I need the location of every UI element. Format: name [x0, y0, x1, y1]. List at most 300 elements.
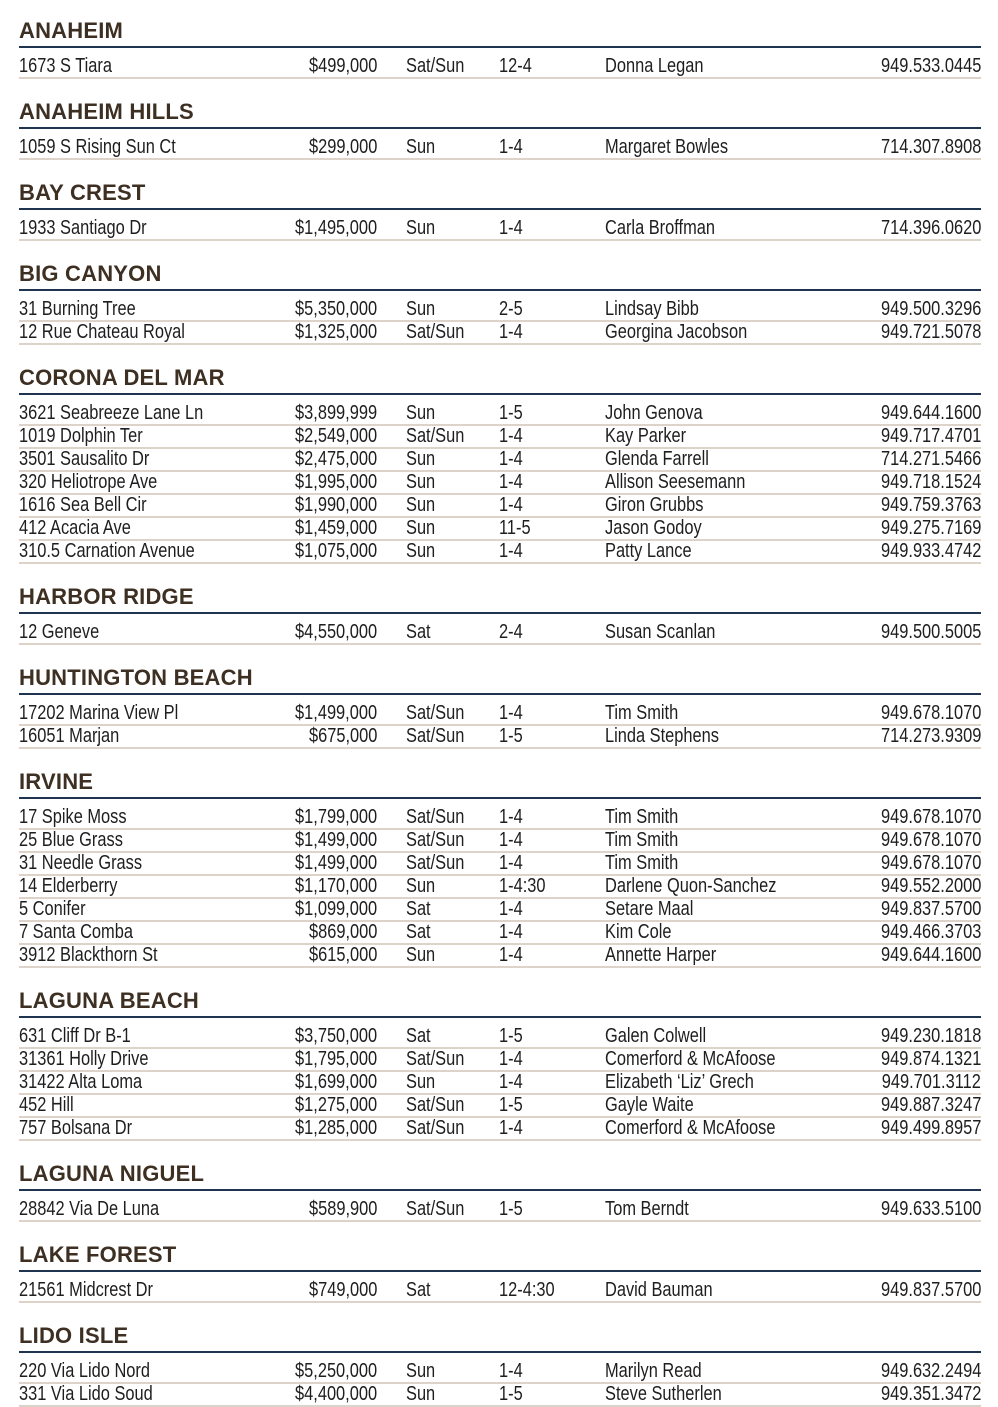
listing-row [19, 426, 981, 449]
listing-phone: 949.717.4701 [880, 425, 981, 447]
listing-address-cell [19, 876, 277, 897]
listing-address-cell [19, 541, 277, 562]
listing-price-cell [277, 726, 377, 747]
listing-row [19, 1280, 981, 1303]
listing-row [19, 830, 981, 853]
listing-price: $589,900 [308, 1198, 377, 1220]
listing-days-cell [377, 299, 499, 320]
listing-agent-cell [605, 495, 825, 516]
section-spacer [19, 160, 981, 180]
area-heading: IRVINE [19, 769, 981, 799]
listing-list [19, 395, 981, 564]
listing-phone-cell [825, 1280, 981, 1301]
listing-list [19, 1272, 981, 1303]
listing-price: $2,475,000 [295, 448, 378, 470]
listing-price: $1,275,000 [295, 1094, 378, 1116]
listing-hours: 1-4 [499, 217, 523, 239]
listing-agent-cell [605, 56, 825, 77]
listing-phone: 949.533.0445 [880, 55, 981, 77]
listing-list [19, 799, 981, 968]
listing-phone: 949.701.3112 [881, 1071, 981, 1093]
listing-address: 17202 Marina View Pl [19, 702, 179, 724]
listing-phone-cell [825, 426, 981, 447]
listing-hours: 1-4 [499, 1071, 523, 1093]
listing-address: 17 Spike Moss [19, 806, 127, 828]
listing-agent: Tim Smith [605, 852, 679, 874]
listing-price-cell [277, 403, 377, 424]
listing-row [19, 299, 981, 322]
area-section [19, 99, 981, 180]
listing-agent-cell [605, 472, 825, 493]
listing-address: 310.5 Carnation Avenue [19, 540, 195, 562]
listing-price: $4,400,000 [295, 1383, 378, 1405]
listing-phone-cell [825, 518, 981, 539]
listing-hours: 1-5 [499, 1025, 523, 1047]
listing-days-cell [377, 876, 499, 897]
area-heading: BIG CANYON [19, 261, 981, 291]
listing-hours-cell [499, 1280, 605, 1301]
listing-agent: Steve Sutherlen [605, 1383, 722, 1405]
listing-agent: Tim Smith [605, 829, 679, 851]
listing-price-cell [277, 703, 377, 724]
listing-hours: 1-4:30 [499, 875, 546, 897]
listing-phone: 949.500.3296 [880, 298, 981, 320]
listing-price-cell [277, 1199, 377, 1220]
listing-list [19, 695, 981, 749]
listing-days: Sat/Sun [406, 725, 465, 747]
listing-phone: 949.759.3763 [880, 494, 981, 516]
listing-row [19, 137, 981, 160]
listing-address-cell [19, 1095, 277, 1116]
listing-phone-cell [825, 1049, 981, 1070]
listing-row [19, 899, 981, 922]
listing-agent: Tim Smith [605, 806, 679, 828]
listing-price-cell [277, 518, 377, 539]
listing-row [19, 1384, 981, 1407]
section-spacer [19, 749, 981, 769]
area-section [19, 769, 981, 988]
area-section [19, 18, 981, 99]
listing-agent-cell [605, 807, 825, 828]
listing-days: Sat [406, 621, 431, 643]
section-spacer [19, 645, 981, 665]
listing-price: $4,550,000 [295, 621, 378, 643]
listing-hours-cell [499, 1384, 605, 1405]
listing-hours: 1-4 [499, 540, 523, 562]
listing-price-cell [277, 299, 377, 320]
listing-address: 31 Burning Tree [19, 298, 136, 320]
listing-days: Sat/Sun [406, 829, 465, 851]
listing-price: $3,750,000 [295, 1025, 378, 1047]
listing-address: 320 Heliotrope Ave [19, 471, 158, 493]
listing-price-cell [277, 541, 377, 562]
area-heading: BAY CREST [19, 180, 981, 210]
listing-days-cell [377, 726, 499, 747]
listing-address: 28842 Via De Luna [19, 1198, 160, 1220]
listing-address-cell [19, 899, 277, 920]
section-spacer [19, 1141, 981, 1161]
listing-address-cell [19, 56, 277, 77]
listing-phone-cell [825, 1072, 981, 1093]
listing-row [19, 1118, 981, 1141]
listing-agent-cell [605, 1095, 825, 1116]
listing-hours-cell [499, 495, 605, 516]
listing-phone: 949.632.2494 [880, 1360, 981, 1382]
listing-price-cell [277, 1280, 377, 1301]
listing-days-cell [377, 703, 499, 724]
listing-days-cell [377, 1072, 499, 1093]
listing-address: 412 Acacia Ave [19, 517, 131, 539]
listing-phone: 949.500.5005 [880, 621, 981, 643]
listing-address: 3621 Seabreeze Lane Ln [19, 402, 204, 424]
listing-agent-cell [605, 1026, 825, 1047]
listing-agent-cell [605, 726, 825, 747]
listing-days-cell [377, 137, 499, 158]
listing-price-cell [277, 945, 377, 966]
listing-days: Sun [406, 944, 436, 966]
listing-agent: Tim Smith [605, 702, 679, 724]
listing-hours: 1-4 [499, 829, 523, 851]
listing-agent-cell [605, 899, 825, 920]
section-spacer [19, 345, 981, 365]
listing-address-cell [19, 853, 277, 874]
listing-list [19, 1191, 981, 1222]
listing-address: 3912 Blackthorn St [19, 944, 158, 966]
listing-address: 1933 Santiago Dr [19, 217, 147, 239]
listing-hours-cell [499, 1072, 605, 1093]
listing-row [19, 1361, 981, 1384]
listing-address: 631 Cliff Dr B-1 [19, 1025, 131, 1047]
listing-days-cell [377, 1026, 499, 1047]
listing-days: Sun [406, 1071, 436, 1093]
listing-row [19, 449, 981, 472]
listing-phone-cell [825, 495, 981, 516]
listing-hours-cell [499, 807, 605, 828]
listing-price: $1,325,000 [295, 321, 378, 343]
listing-row [19, 622, 981, 645]
listing-address: 31 Needle Grass [19, 852, 143, 874]
listing-phone: 949.874.1321 [880, 1048, 981, 1070]
listing-phone-cell [825, 472, 981, 493]
listing-price-cell [277, 853, 377, 874]
listing-days-cell [377, 403, 499, 424]
listing-hours-cell [499, 899, 605, 920]
listing-row [19, 703, 981, 726]
listing-phone-cell [825, 322, 981, 343]
listing-address-cell [19, 1026, 277, 1047]
area-heading: HUNTINGTON BEACH [19, 665, 981, 695]
listing-phone-cell [825, 218, 981, 239]
listing-price-cell [277, 876, 377, 897]
listing-price-cell [277, 1384, 377, 1405]
listing-agent-cell [605, 945, 825, 966]
listing-agent: Tom Berndt [605, 1198, 689, 1220]
listing-price: $869,000 [308, 921, 377, 943]
listing-agent-cell [605, 1384, 825, 1405]
listing-address-cell [19, 322, 277, 343]
listing-row [19, 56, 981, 79]
listing-address-cell [19, 1199, 277, 1220]
listing-price: $499,000 [308, 55, 377, 77]
listing-price-cell [277, 1026, 377, 1047]
listing-days-cell [377, 495, 499, 516]
listing-days-cell [377, 322, 499, 343]
listing-phone: 949.678.1070 [880, 806, 981, 828]
listing-address-cell [19, 1049, 277, 1070]
listing-phone-cell [825, 1199, 981, 1220]
listing-hours: 1-4 [499, 898, 523, 920]
listing-address: 331 Via Lido Soud [19, 1383, 153, 1405]
section-spacer [19, 1222, 981, 1242]
listing-hours: 1-4 [499, 702, 523, 724]
listing-hours-cell [499, 853, 605, 874]
listing-agent-cell [605, 322, 825, 343]
listing-address: 452 Hill [19, 1094, 74, 1116]
listing-price-cell [277, 322, 377, 343]
listing-days: Sat/Sun [406, 852, 465, 874]
listing-hours: 1-4 [499, 425, 523, 447]
listing-price-cell [277, 472, 377, 493]
listing-row [19, 1072, 981, 1095]
listing-agent: Linda Stephens [605, 725, 719, 747]
listing-days: Sat/Sun [406, 321, 465, 343]
listing-days-cell [377, 541, 499, 562]
listing-days: Sun [406, 448, 436, 470]
listing-address-cell [19, 1384, 277, 1405]
listing-phone-cell [825, 807, 981, 828]
listing-phone-cell [825, 703, 981, 724]
listing-price-cell [277, 830, 377, 851]
listing-price: $1,075,000 [295, 540, 378, 562]
listing-address: 7 Santa Comba [19, 921, 133, 943]
listing-phone-cell [825, 830, 981, 851]
listing-hours-cell [499, 703, 605, 724]
listing-row [19, 218, 981, 241]
listing-hours: 1-4 [499, 944, 523, 966]
listing-agent-cell [605, 876, 825, 897]
listing-address-cell [19, 426, 277, 447]
listing-hours-cell [499, 1199, 605, 1220]
listing-address: 1019 Dolphin Ter [19, 425, 143, 447]
listing-hours: 2-5 [499, 298, 523, 320]
listing-days: Sun [406, 298, 436, 320]
listing-agent: Susan Scanlan [605, 621, 716, 643]
listing-hours: 1-4 [499, 1117, 523, 1139]
listing-days: Sat/Sun [406, 1198, 465, 1220]
listing-days: Sat/Sun [406, 55, 465, 77]
listing-phone: 714.396.0620 [880, 217, 981, 239]
listing-agent-cell [605, 449, 825, 470]
listing-agent: Marilyn Read [605, 1360, 702, 1382]
listing-address-cell [19, 472, 277, 493]
listing-hours-cell [499, 1026, 605, 1047]
listing-price: $299,000 [308, 136, 377, 158]
listing-phone-cell [825, 1095, 981, 1116]
listing-row [19, 472, 981, 495]
listing-price-cell [277, 807, 377, 828]
listing-hours: 2-4 [499, 621, 523, 643]
listing-row [19, 945, 981, 968]
area-heading: CORONA DEL MAR [19, 365, 981, 395]
listing-agent-cell [605, 1280, 825, 1301]
area-heading: LAGUNA NIGUEL [19, 1161, 981, 1191]
listing-address-cell [19, 807, 277, 828]
listing-address-cell [19, 1280, 277, 1301]
listing-agent-cell [605, 137, 825, 158]
listing-address: 1673 S Tiara [19, 55, 113, 77]
listing-address: 3501 Sausalito Dr [19, 448, 150, 470]
listing-agent: Kim Cole [605, 921, 672, 943]
listing-phone: 949.718.1524 [880, 471, 981, 493]
listing-phone-cell [825, 922, 981, 943]
listing-hours-cell [499, 830, 605, 851]
listing-row [19, 495, 981, 518]
listing-phone: 949.552.2000 [880, 875, 981, 897]
listing-price-cell [277, 218, 377, 239]
listing-list [19, 129, 981, 160]
listing-days: Sat/Sun [406, 806, 465, 828]
listing-price-cell [277, 1095, 377, 1116]
listing-phone: 714.273.9309 [880, 725, 981, 747]
listing-price-cell [277, 449, 377, 470]
listing-row [19, 807, 981, 830]
listing-address-cell [19, 703, 277, 724]
listing-agent-cell [605, 1199, 825, 1220]
listing-phone-cell [825, 853, 981, 874]
listing-phone: 949.837.5700 [880, 898, 981, 920]
listing-address: 5 Conifer [19, 898, 86, 920]
open-house-listings [19, 18, 981, 1407]
listing-phone: 949.721.5078 [880, 321, 981, 343]
listing-address: 220 Via Lido Nord [19, 1360, 150, 1382]
listing-phone-cell [825, 1384, 981, 1405]
listing-agent-cell [605, 299, 825, 320]
listing-price: $1,499,000 [295, 829, 378, 851]
listing-agent: Elizabeth ‘Liz’ Grech [605, 1071, 754, 1093]
listing-phone: 714.271.5466 [880, 448, 981, 470]
listing-days: Sat/Sun [406, 702, 465, 724]
listing-agent: Margaret Bowles [605, 136, 729, 158]
listing-address-cell [19, 218, 277, 239]
listing-address: 25 Blue Grass [19, 829, 123, 851]
listing-phone-cell [825, 1026, 981, 1047]
area-heading: HARBOR RIDGE [19, 584, 981, 614]
listing-hours: 1-5 [499, 1383, 523, 1405]
listing-days-cell [377, 899, 499, 920]
listing-phone: 949.933.4742 [880, 540, 981, 562]
listing-agent: Darlene Quon-Sanchez [605, 875, 777, 897]
area-heading: LAGUNA BEACH [19, 988, 981, 1018]
listing-days-cell [377, 622, 499, 643]
listing-agent-cell [605, 703, 825, 724]
listing-agent-cell [605, 426, 825, 447]
area-heading: LIDO ISLE [19, 1323, 981, 1353]
listing-days: Sun [406, 217, 436, 239]
listing-address: 1616 Sea Bell Cir [19, 494, 147, 516]
listing-phone-cell [825, 137, 981, 158]
section-spacer [19, 968, 981, 988]
listing-phone: 949.837.5700 [880, 1279, 981, 1301]
listing-address-cell [19, 945, 277, 966]
listing-hours-cell [499, 922, 605, 943]
listing-price: $1,795,000 [295, 1048, 378, 1070]
listing-agent: Galen Colwell [605, 1025, 707, 1047]
listing-address-cell [19, 449, 277, 470]
listing-days: Sun [406, 1383, 436, 1405]
listing-days-cell [377, 922, 499, 943]
listing-hours: 1-4 [499, 852, 523, 874]
area-heading: ANAHEIM HILLS [19, 99, 981, 129]
listing-phone-cell [825, 403, 981, 424]
section-spacer [19, 241, 981, 261]
listing-price-cell [277, 1072, 377, 1093]
listing-hours-cell [499, 1049, 605, 1070]
listing-hours-cell [499, 518, 605, 539]
listing-hours-cell [499, 472, 605, 493]
area-section [19, 261, 981, 365]
listing-price: $749,000 [308, 1279, 377, 1301]
listing-phone: 714.307.8908 [880, 136, 981, 158]
listing-phone: 949.466.3703 [880, 921, 981, 943]
listing-phone: 949.887.3247 [880, 1094, 981, 1116]
listing-phone: 949.678.1070 [880, 702, 981, 724]
listing-days: Sat [406, 1025, 431, 1047]
listing-hours-cell [499, 449, 605, 470]
listing-agent-cell [605, 922, 825, 943]
listing-days-cell [377, 1095, 499, 1116]
listing-agent: John Genova [605, 402, 703, 424]
listing-row [19, 1026, 981, 1049]
listing-hours-cell [499, 403, 605, 424]
listing-list [19, 291, 981, 345]
listing-days-cell [377, 472, 499, 493]
listing-hours: 12-4 [499, 55, 532, 77]
listing-days-cell [377, 1384, 499, 1405]
listing-days: Sun [406, 540, 436, 562]
listing-hours: 1-4 [499, 1048, 523, 1070]
listing-price: $3,899,999 [295, 402, 378, 424]
listing-row [19, 403, 981, 426]
listing-agent-cell [605, 541, 825, 562]
listing-hours: 1-4 [499, 806, 523, 828]
listing-hours: 1-5 [499, 1094, 523, 1116]
listing-agent: David Bauman [605, 1279, 713, 1301]
listing-phone-cell [825, 945, 981, 966]
listing-days-cell [377, 56, 499, 77]
listing-list [19, 48, 981, 79]
listing-row [19, 518, 981, 541]
listing-price-cell [277, 495, 377, 516]
listing-hours: 12-4:30 [499, 1279, 555, 1301]
listing-address: 21561 Midcrest Dr [19, 1279, 153, 1301]
listing-row [19, 876, 981, 899]
listing-address: 31422 Alta Loma [19, 1071, 143, 1093]
listing-phone: 949.644.1600 [880, 402, 981, 424]
listing-agent-cell [605, 518, 825, 539]
listing-phone: 949.499.8957 [880, 1117, 981, 1139]
listing-hours: 11-5 [499, 517, 531, 539]
listing-price: $615,000 [308, 944, 377, 966]
listing-address-cell [19, 1118, 277, 1139]
listing-list [19, 1018, 981, 1141]
listing-days-cell [377, 1280, 499, 1301]
listing-agent: Comerford & McAfoose [605, 1048, 776, 1070]
listing-price: $1,990,000 [295, 494, 378, 516]
listing-price-cell [277, 899, 377, 920]
listing-phone: 949.678.1070 [880, 829, 981, 851]
listing-phone-cell [825, 299, 981, 320]
listing-price-cell [277, 922, 377, 943]
